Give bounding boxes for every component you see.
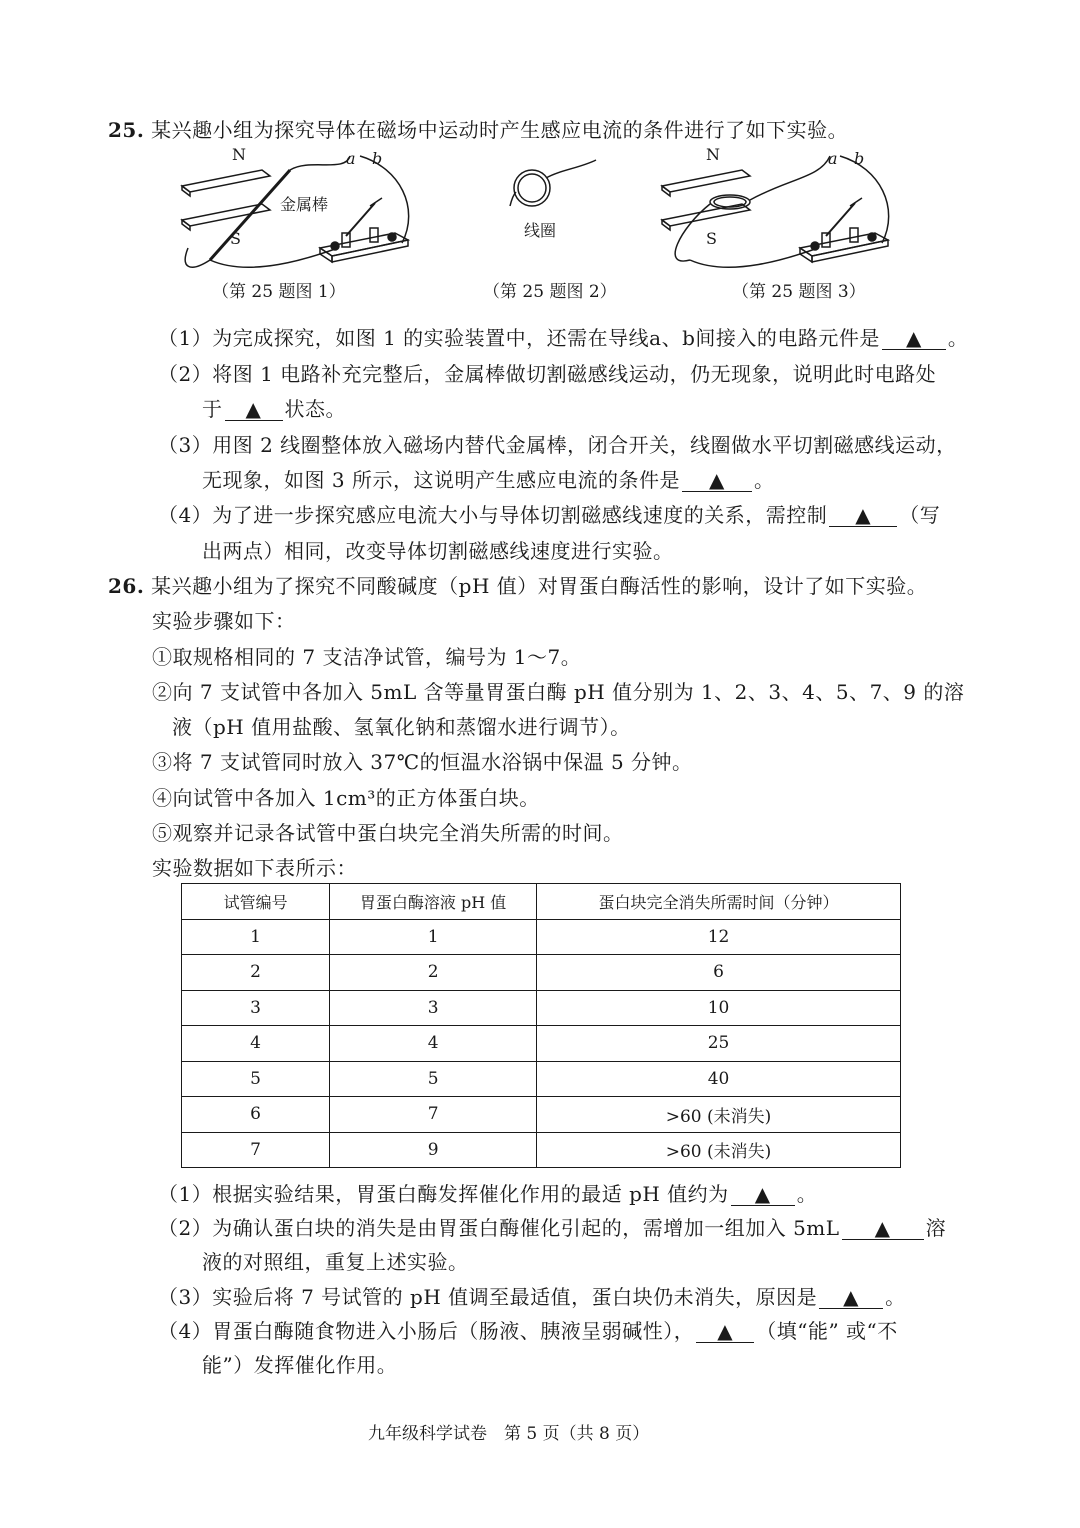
table-cell: 5 [182,1061,330,1097]
table-cell: 4 [182,1026,330,1062]
q26-sub4-line2: 能”）发挥催化作用。 [202,1353,398,1377]
table-row [182,1132,901,1168]
table-cell: 3 [182,990,330,1026]
table-row [182,990,901,1026]
q26-sub4-pre: （4）胃蛋白酶随食物进入小肠后（肠液、胰液呈弱碱性）， [158,1319,695,1343]
q26-sub2-line1 [158,1214,946,1242]
table-cell: 10 [537,990,901,1026]
q26-step5: ⑤观察并记录各试管中蛋白块完全消失所需的时间。 [152,821,624,845]
q25-figure-2 [500,158,610,248]
q25-stem-line [108,116,848,144]
q26-step3: ③将 7 支试管同时放入 37℃的恒温水浴锅中保温 5 分钟。 [152,750,693,774]
q25-figure-1 [170,148,420,278]
q26-sub3-answer-blank[interactable]: ▲ [819,1286,883,1309]
q25-sub3-pre: 无现象，如图 3 所示，这说明产生感应电流的条件是 [202,468,680,492]
table-cell: 6 [537,955,901,991]
fig2-label-coil: 线圈 [524,221,557,240]
q26-sub1-text: （1）根据实验结果，胃蛋白酶发挥催化作用的最适 pH 值约为 [158,1182,729,1206]
q25-sub2-answer-blank[interactable]: ▲ [225,398,283,421]
table-cell: >60 (未消失) [537,1097,901,1133]
q25-sub4-post: （写 [899,503,941,527]
q25-sub4-line2: 出两点）相同，改变导体切割磁感线速度进行实验。 [202,539,674,563]
q25-sub4-answer-blank[interactable]: ▲ [829,504,897,527]
q25-sub4-line1 [158,501,940,529]
q26-sub2-pre: （2）为确认蛋白块的消失是由胃蛋白酶催化引起的，需增加一组加入 5mL [158,1216,840,1240]
fig3-label-a: a [828,149,838,168]
q25-sub3-answer-blank[interactable]: ▲ [682,469,752,492]
table-cell: 9 [330,1132,537,1168]
q25-sub1-text: （1）为完成探究，如图 1 的实验装置中，还需在导线a、b间接入的电路元件是 [158,326,880,350]
q26-step2-line1: ②向 7 支试管中各加入 5mL 含等量胃蛋白酶 pH 值分别为 1、2、3、4、5、7、9 的溶 [152,680,965,704]
q26-step4: ④向试管中各加入 1cm³的正方体蛋白块。 [152,786,540,810]
fig3-caption: （第 25 题图 3） [732,282,866,302]
table-cell: 7 [330,1097,537,1133]
table-row [182,1026,901,1062]
q25-sub2-line2 [202,395,346,423]
q26-step2-line2: 液（pH 值用盐酸、氢氧化钠和蒸馏水进行调节）。 [172,715,631,739]
table-row [182,955,901,991]
q26-sub4-line1 [158,1317,898,1345]
table-cell: 2 [182,955,330,991]
fig1-label-b: b [372,149,383,168]
q26-sub3 [158,1283,906,1311]
q26-sub2-answer-blank[interactable]: ▲ [842,1217,924,1240]
table-cell: 6 [182,1097,330,1133]
fig3-label-n: N [706,148,720,164]
q26-stem: 某兴趣小组为了探究不同酸碱度（pH 值）对胃蛋白酶活性的影响，设计了如下实验。 [151,574,928,598]
q26-step1: ①取规格相同的 7 支洁净试管，编号为 1～7。 [152,645,582,669]
table-cell: 4 [330,1026,537,1062]
table-cell: 2 [330,955,537,991]
fig1-caption: （第 25 题图 1） [212,282,346,302]
table-cell: 7 [182,1132,330,1168]
fig1-label-s: S [230,229,241,248]
table-row [182,1061,901,1097]
q25-number: 25. [108,118,145,142]
table-cell: 40 [537,1061,901,1097]
q26-number: 26. [108,574,145,598]
q26-sub1-end: 。 [796,1182,818,1206]
table-header-tube: 试管编号 [182,884,330,920]
q25-sub3-line1: （3）用图 2 线圈整体放入磁场内替代金属棒，闭合开关，线圈做水平切割磁感线运动， [158,433,957,457]
q26-table-title: 实验数据如下表所示： [152,856,357,880]
q25-sub1 [158,324,968,352]
fig3-label-s: S [706,229,717,248]
table-cell: 1 [330,919,537,955]
table-cell: 3 [330,990,537,1026]
q25-sub3-line2 [202,466,774,494]
table-header-row [182,884,901,920]
fig1-label-a: a [346,149,356,168]
q25-figure-3 [650,148,900,278]
q25-sub1-answer-blank[interactable]: ▲ [882,327,946,350]
q25-sub2-post: 状态。 [284,397,346,421]
table-cell: 12 [537,919,901,955]
q25-sub4-pre: （4）为了进一步探究感应电流大小与导体切割磁感线速度的关系，需控制 [158,503,828,527]
q25-stem: 某兴趣小组为探究导体在磁场中运动时产生感应电流的条件进行了如下实验。 [151,118,849,142]
q26-data-table [181,883,901,1168]
table-cell: 5 [330,1061,537,1097]
q25-sub2-line1: （2）将图 1 电路补充完整后，金属棒做切割磁感线运动，仍无现象，说明此时电路处 [158,362,937,386]
q26-steps-title: 实验步骤如下： [152,609,296,633]
q26-sub4-answer-blank[interactable]: ▲ [696,1320,754,1343]
table-header-ph: 胃蛋白酶溶液 pH 值 [330,884,537,920]
q26-sub3-end: 。 [885,1285,906,1309]
q25-sub2-pre: 于 [202,397,223,421]
table-cell: 1 [182,919,330,955]
fig1-label-n: N [232,148,246,164]
q26-sub4-post: （填“能” 或“不 [756,1319,898,1343]
q26-sub1-answer-blank[interactable]: ▲ [731,1183,795,1206]
q26-sub3-text: （3）实验后将 7 号试管的 pH 值调至最适值，蛋白块仍未消失，原因是 [158,1285,818,1309]
q25-sub3-end: 。 [753,468,775,492]
fig1-label-rod: 金属棒 [280,195,329,214]
q26-sub1 [158,1180,817,1208]
q25-sub1-end: 。 [947,326,969,350]
page-footer: 九年级科学试卷 第 5 页（共 8 页） [368,1424,650,1444]
table-header-time: 蛋白块完全消失所需时间（分钟） [537,884,901,920]
q26-sub2-line2: 液的对照组，重复上述实验。 [202,1250,469,1274]
table-cell: >60 (未消失) [537,1132,901,1168]
table-row [182,1097,901,1133]
q26-sub2-post: 溶 [925,1216,947,1240]
q26-stem-line [108,572,927,600]
table-row [182,919,901,955]
fig3-label-b: b [854,149,865,168]
table-cell: 25 [537,1026,901,1062]
fig2-caption: （第 25 题图 2） [483,282,617,302]
